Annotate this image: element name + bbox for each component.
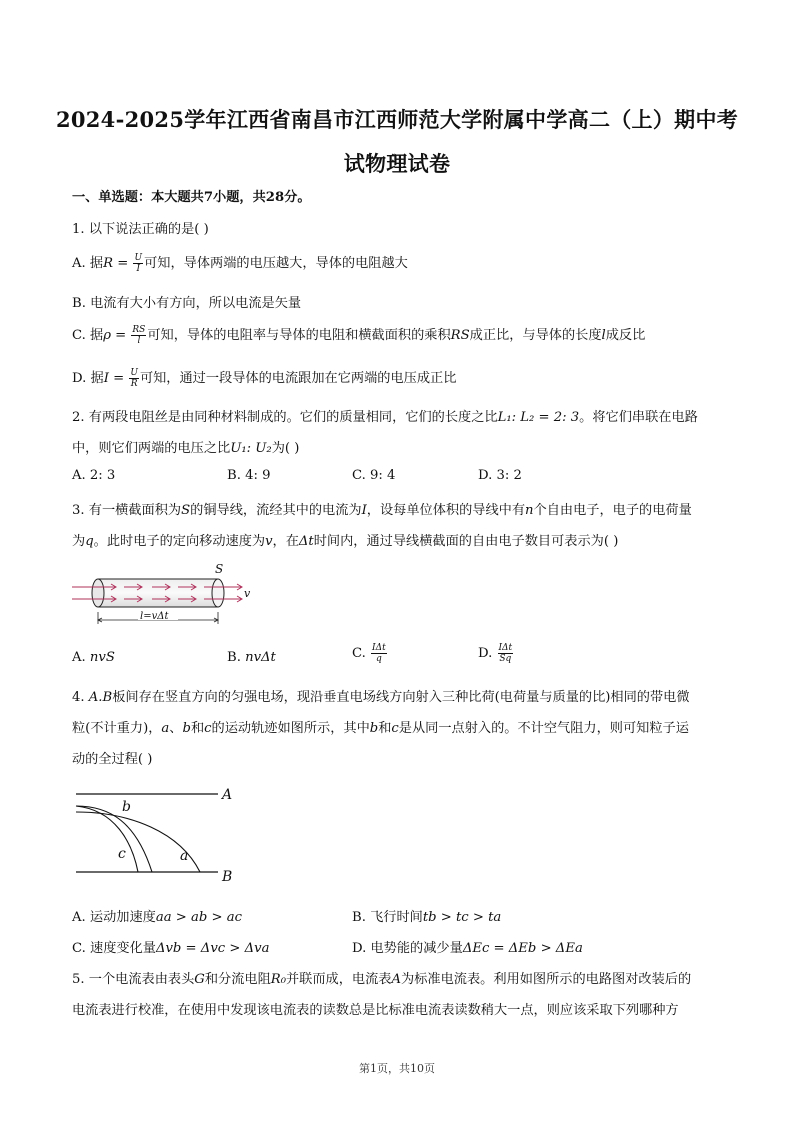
exam-title-line-2: 试物理试卷 xyxy=(343,151,451,176)
q1-option-d: D. 据I = $\frac{U}{R}$ 可知，通过一段导体的电流跟加在它两端的电压成正比 xyxy=(72,368,457,389)
page-footer: 第1页，共10页 xyxy=(359,1062,435,1075)
q4-stem-line-1: 4. A.B板间存在竖直方向的匀强电场，现沿垂直电场线方向射入三种比荷(电荷量与质量的比)相同的带电微 xyxy=(72,690,690,705)
q1-option-c: C. 据ρ = $\frac{RS}{l}$ 可知，导体的电阻率与导体的电阻和横截面积的乘积RS成正比，与导体的长度l成反比 xyxy=(72,325,646,346)
fig-label-c: c xyxy=(118,846,126,862)
fig-label-v: v xyxy=(244,587,251,600)
q2-option-b: B. 4: 9 xyxy=(227,468,271,483)
q4-option-a: A. 运动加速度aa > ab > ac xyxy=(72,910,243,925)
q4-option-b: B. 飞行时间tb > tc > ta xyxy=(352,910,502,925)
q3-option-a: A. nvS xyxy=(72,650,115,665)
q2-stem-line-2: 中，则它们两端的电压之比U₁: U₂为( ) xyxy=(72,441,300,456)
trajectory-c xyxy=(76,806,138,872)
q3-wire-figure xyxy=(70,560,260,632)
wire-left-end xyxy=(92,579,104,607)
q3-stem-line-2: 为q。此时电子的定向移动速度为v，在Δt时间内，通过导线横截面的自由电子数目可表示为( ) xyxy=(72,534,619,549)
section-heading: 一、单选题：本大题共7小题，共28分。 xyxy=(72,190,311,205)
q1-a-fraction: $\frac{U}{I}$ xyxy=(134,253,143,274)
q1-option-a: A. 据R = $\frac{U}{I}$ 可知，导体两端的电压越大，导体的电阻越大 xyxy=(72,253,408,274)
q3-stem-line-1: 3. 有一横截面积为S的铜导线，流经其中的电流为I，设每单位体积的导线中有n个自由电子，电子的电荷量 xyxy=(72,503,692,518)
q1-stem: 1. 以下说法正确的是( ) xyxy=(72,222,209,237)
wire-body xyxy=(98,579,218,607)
fig-label-a: a xyxy=(180,848,189,864)
fig-label-s: S xyxy=(215,562,224,576)
wire-cross-section xyxy=(212,579,224,607)
q2-stem-line-1: 2. 有两段电阻丝是由同种材料制成的。它们的质量相同，它们的长度之比L₁: L₂ = 2: 3。将它们串联在电路 xyxy=(72,410,698,425)
exam-title-line-1: 2024-2025学年江西省南昌市江西师范大学附属中学高二（上）期中考 xyxy=(55,107,739,132)
q1-c-fraction: $\frac{RS}{l}$ xyxy=(132,325,146,346)
q4-trajectory-figure xyxy=(70,782,250,888)
q5-stem-line-2: 电流表进行校准，在使用中发现该电流表的读数总是比标准电流表读数稍大一点，则应该采取下列哪种方 xyxy=(72,1003,679,1018)
fig-label-length: l=vΔt xyxy=(140,611,169,622)
q1-d-fraction: $\frac{U}{R}$ xyxy=(130,368,138,389)
q2-option-c: C. 9: 4 xyxy=(352,468,396,483)
fig-label-A: A xyxy=(222,787,233,803)
fig-label-B: B xyxy=(222,869,233,885)
q4-option-d: D. 电势能的减少量ΔEc = ΔEb > ΔEa xyxy=(352,941,583,956)
q3-option-d: D. $\frac{\text{IΔt}}{Sq}$ xyxy=(478,643,513,664)
q2-option-a: A. 2: 3 xyxy=(72,468,116,483)
q5-stem-line-1: 5. 一个电流表由表头G和分流电阻R₀并联而成，电流表A为标准电流表。利用如图所示的电路图对改装后的 xyxy=(72,972,692,987)
q4-stem-line-3: 动的全过程( ) xyxy=(72,752,153,767)
trajectory-b xyxy=(76,806,152,872)
q4-option-c: C. 速度变化量Δvb = Δvc > Δva xyxy=(72,941,270,956)
q3-option-c: C. $\frac{\text{IΔt}}{q}$ xyxy=(352,643,386,664)
fig-label-b: b xyxy=(122,799,131,815)
q1-option-b: B. 电流有大小有方向，所以电流是矢量 xyxy=(72,296,302,311)
q3-option-b: B. nvΔt xyxy=(227,650,276,665)
q4-stem-line-2: 粒(不计重力)，a、b和c的运动轨迹如图所示，其中b和c是从同一点射入的。不计空气阻力，则可知粒子运 xyxy=(72,721,689,736)
q2-option-d: D. 3: 2 xyxy=(478,468,522,483)
